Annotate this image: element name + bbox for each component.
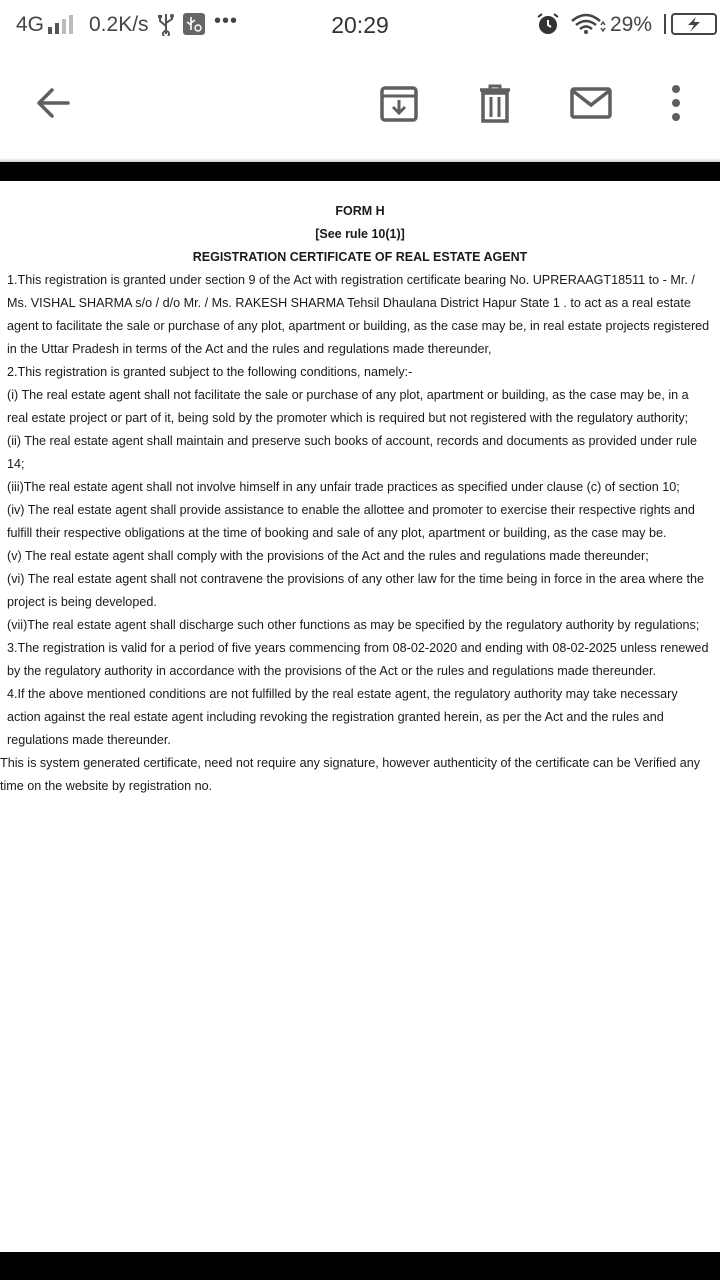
paragraph: 4.If the above mentioned conditions are not fulfilled by the real estate agent, the regulatory authority may take necessary action against the real estate agent including revoking the registration granted herein, as per the Act and the rules and regulations made thereunder.: [7, 687, 678, 747]
paragraph: (iv) The real estate agent shall provide assistance to enable the allottee and promoter to exercise their respective rights and fulfill their respective obligations at the time of booking and sale of any plot, apartment or building, as the case may be.: [7, 503, 695, 540]
wifi-icon: [570, 13, 606, 35]
paragraph: 3.The registration is valid for a period of five years commencing from 08-02-2020 and ending with 08-02-2025 unless renewed by the regulatory authority in accordance with the provisions of the Act or the rules and regulations made thereunder.: [7, 641, 709, 678]
bottom-bar: [0, 1252, 720, 1280]
certificate-heading: REGISTRATION CERTIFICATE OF REAL ESTATE AGENT: [192, 250, 528, 264]
status-bar: [0, 0, 720, 50]
rule-reference: [See rule 10(1)]: [315, 227, 405, 241]
paragraph: 2.This registration is granted subject to the following conditions, namely:-: [7, 365, 413, 379]
paragraph: (i) The real estate agent shall not facilitate the sale or purchase of any plot, apartment or building, as the case may be, in a real estate project or part of it, being sold by the promoter which is required but not registered with the regulatory authority;: [7, 388, 689, 425]
mail-icon[interactable]: [569, 81, 613, 125]
more-vertical-icon[interactable]: [654, 81, 698, 125]
network-speed: 0.2K/s: [89, 13, 149, 36]
paragraph: 1.This registration is granted under section 9 of the Act with registration certificate bearing No. UPRERAAGT18511 to - Mr. / Ms. VISHAL SHARMA s/o / d/o Mr. / Ms. RAKESH SHARMA Tehsil Dhaulana District Hapur State 1 . to act as a real estate agent to facilitate the sale or purchase of any plot, apartment or building, as the case may be, in real estate projects registered in the Uttar Pradesh in terms of the Act and the rules and regulations made thereunder,: [7, 273, 710, 356]
trash-icon[interactable]: [473, 81, 517, 125]
paragraph: (vii)The real estate agent shall discharge such other functions as may be specified by the regulatory authority by regulations;: [7, 618, 700, 632]
form-title: FORM H: [335, 204, 385, 218]
certificate-document: [0, 200, 720, 798]
alarm-icon: [536, 12, 560, 36]
archive-icon[interactable]: [377, 81, 421, 125]
paragraph: (vi) The real estate agent shall not contravene the provisions of any other law for the time being in force in the area where the project is being developed.: [7, 572, 705, 609]
more-notifications: •••: [214, 10, 239, 32]
arrow-left-icon[interactable]: [32, 81, 76, 125]
battery-percent: 29%: [610, 13, 653, 36]
paragraph: (v) The real estate agent shall comply with the provisions of the Act and the rules and regulations made thereunder;: [7, 549, 649, 563]
paragraph: (ii) The real estate agent shall maintain and preserve such books of account, records and documents as provided under rule 14;: [7, 434, 698, 471]
toolbar: [0, 60, 720, 150]
document-top-border: [0, 162, 720, 181]
paragraph: (iii)The real estate agent shall not involve himself in any unfair trade practices as specified under clause (c) of section 10;: [7, 480, 680, 494]
clock: 20:29: [331, 12, 389, 38]
footer-note: This is system generated certificate, need not require any signature, however authenticity of the certificate can be Verified any time on the website by registration no.: [0, 756, 701, 793]
network-type: 4G: [16, 13, 45, 36]
battery-charging-icon: [660, 13, 718, 35]
